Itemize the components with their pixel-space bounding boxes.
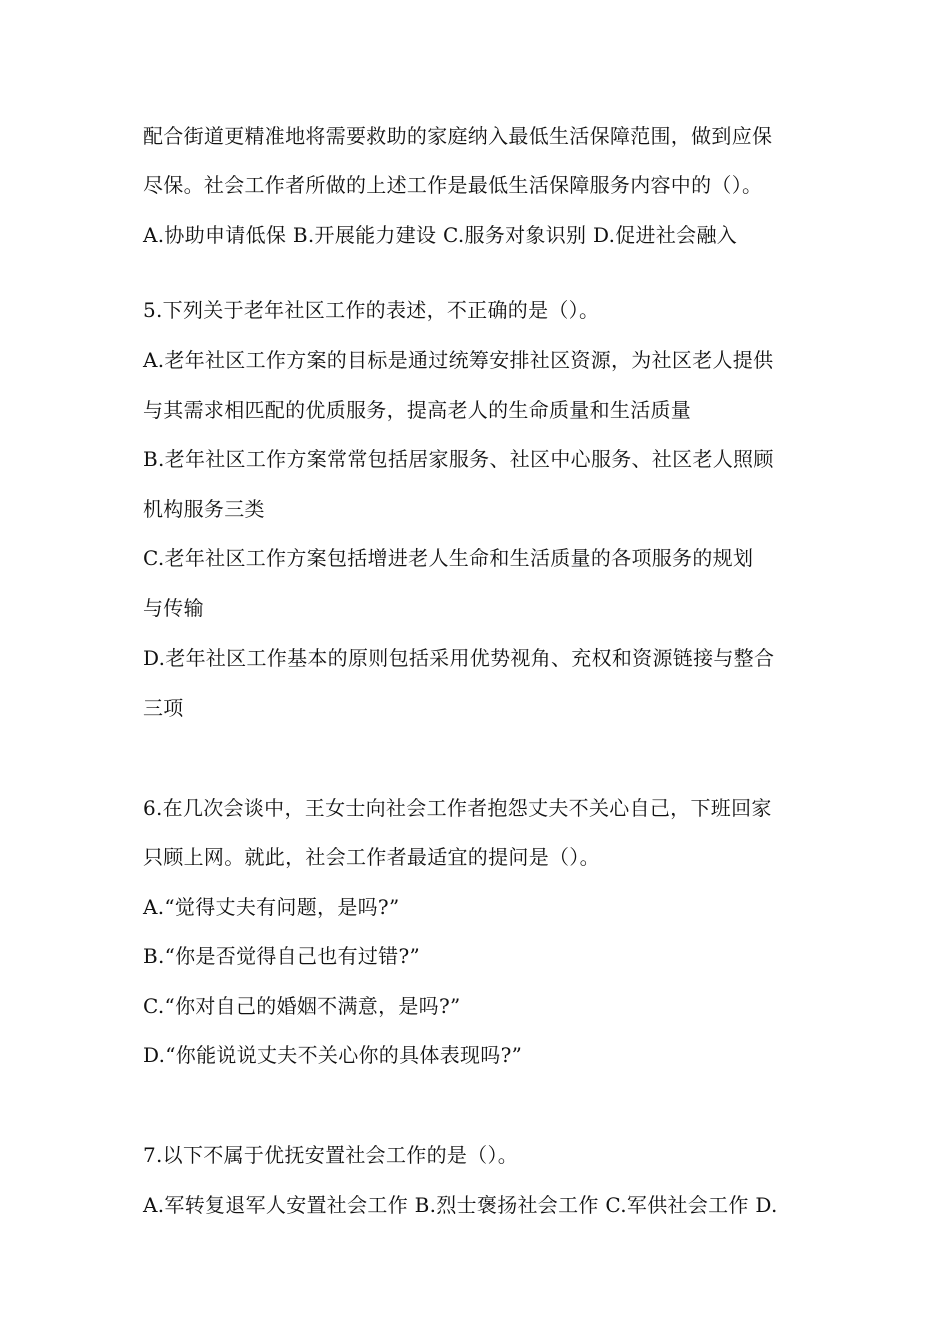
- option-line: A.军转复退军人安置社会工作 B.烈士褒扬社会工作 C.军供社会工作 D.: [143, 1193, 778, 1217]
- question-7: 7.以下不属于优抚安置社会工作的是（）。: [143, 1143, 519, 1167]
- option-line: D.老年社区工作基本的原则包括采用优势视角、充权和资源链接与整合: [143, 646, 775, 670]
- text-line: 与传输: [143, 596, 204, 620]
- question-6: 6.在几次会谈中，王女士向社会工作者抱怨丈夫不关心自己，下班回家: [143, 796, 772, 820]
- option-line: C.老年社区工作方案包括增进老人生命和生活质量的各项服务的规划: [143, 546, 754, 570]
- option-line: B.“你是否觉得自己也有过错?”: [143, 944, 421, 968]
- text-line: 尽保。社会工作者所做的上述工作是最低生活保障服务内容中的（）。: [143, 173, 763, 197]
- text-line: 三项: [143, 696, 184, 720]
- text-line: 配合街道更精准地将需要救助的家庭纳入最低生活保障范围，做到应保: [143, 124, 773, 148]
- option-line: A.协助申请低保 B.开展能力建设 C.服务对象识别 D.促进社会融入: [143, 223, 738, 247]
- option-line: A.“觉得丈夫有问题，是吗?”: [143, 895, 400, 919]
- question-5: 5.下列关于老年社区工作的表述，不正确的是（）。: [143, 298, 600, 322]
- option-line: C.“你对自己的婚姻不满意，是吗?”: [143, 994, 461, 1018]
- text-line: 机构服务三类: [143, 497, 265, 521]
- option-line: B.老年社区工作方案常常包括居家服务、社区中心服务、社区老人照顾: [143, 447, 774, 471]
- option-line: A.老年社区工作方案的目标是通过统筹安排社区资源，为社区老人提供: [143, 348, 774, 372]
- option-line: D.“你能说说丈夫不关心你的具体表现吗?”: [143, 1043, 523, 1067]
- text-line: 与其需求相匹配的优质服务，提高老人的生命质量和生活质量: [143, 398, 692, 422]
- text-line: 只顾上网。就此，社会工作者最适宜的提问是（）。: [143, 845, 600, 869]
